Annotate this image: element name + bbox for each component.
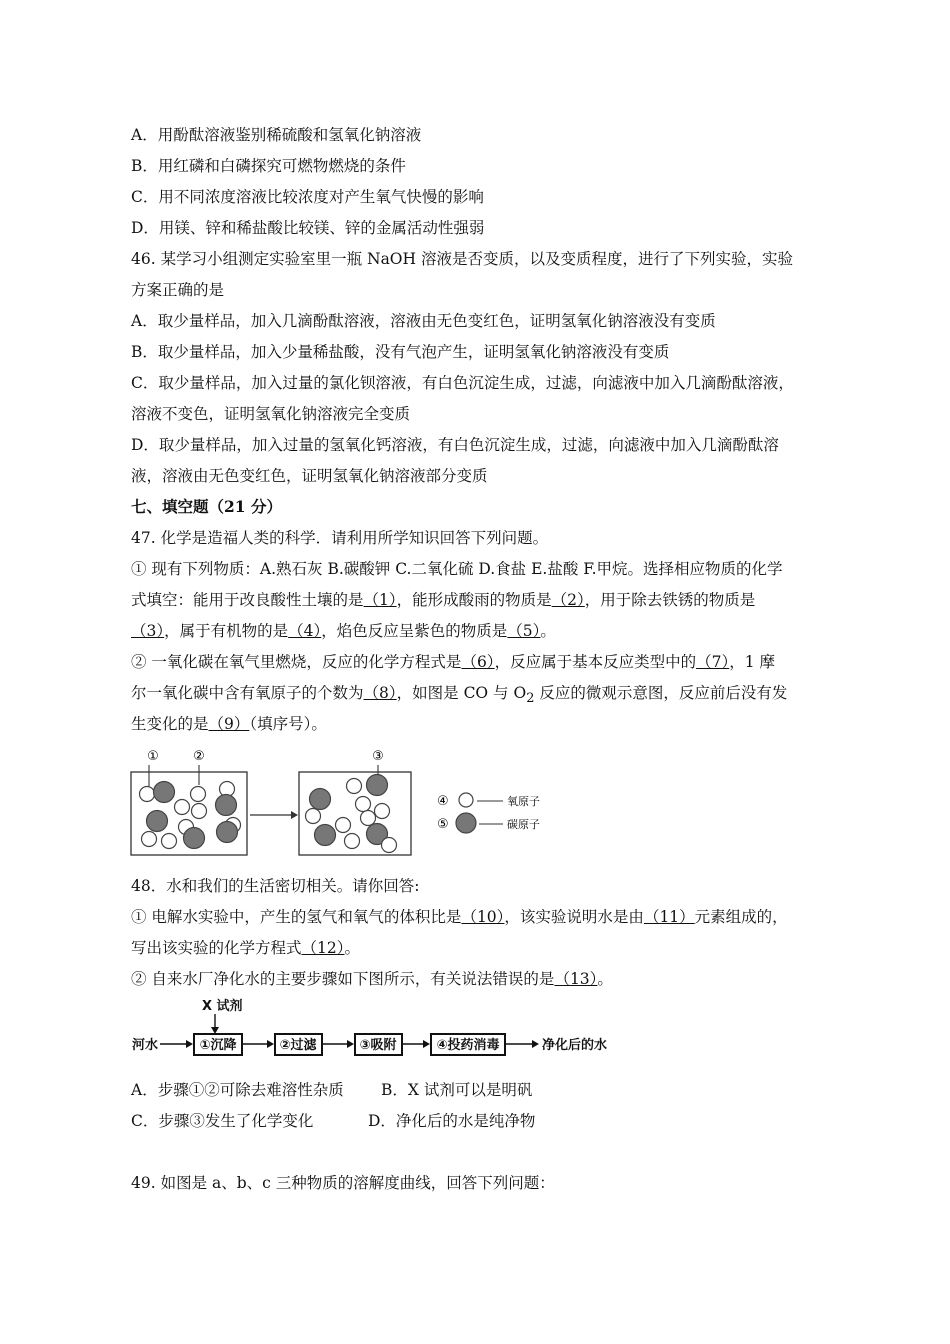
- question-47-part1-line3: （3），属于有机物的是（4），焰色反应呈紫色的物质是（5）。: [131, 622, 556, 640]
- blank-9[interactable]: （9）: [208, 715, 250, 733]
- legend-carbon: 碳原子: [507, 818, 540, 831]
- question-48-option-c: C．步骤③发生了化学变化: [131, 1112, 314, 1130]
- option-c: C．用不同浓度溶液比较浓度对产生氧气快慢的影响: [131, 188, 484, 206]
- question-48-part2: ② 自来水厂净化水的主要步骤如下图所示，有关说法错误的是（13）。: [131, 970, 613, 988]
- step-1: ①沉降: [199, 1038, 237, 1053]
- blank-1[interactable]: （1）: [363, 591, 397, 609]
- carbon-atom-icon: [456, 813, 476, 833]
- question-46-stem-cont: 方案正确的是: [131, 281, 225, 299]
- blank-7[interactable]: （7）: [696, 653, 730, 671]
- question-46-option-c: C．取少量样品，加入过量的氯化钡溶液，有白色沉淀生成，过滤，向滤液中加入几滴酚酞溶液，: [131, 374, 794, 392]
- flow-start: 河水: [132, 1038, 159, 1053]
- purification-flow-diagram: [128, 996, 618, 1068]
- blank-3[interactable]: （3）: [131, 622, 165, 640]
- option-a: A．用酚酞溶液鉴别稀硫酸和氢氧化钠溶液: [131, 126, 422, 144]
- question-48-option-b: B．X 试剂可以是明矾: [381, 1081, 533, 1099]
- blank-5[interactable]: （5）: [507, 622, 541, 640]
- question-49-stem: 49. 如图是 a、b、c 三种物质的溶解度曲线，回答下列问题：: [131, 1174, 555, 1192]
- question-47-stem: 47. 化学是造福人类的科学．请利用所学知识回答下列问题。: [131, 529, 549, 547]
- blank-8[interactable]: （8）: [363, 684, 397, 702]
- reaction-micro-diagram: [125, 745, 555, 860]
- question-47-part1: ① 现有下列物质：A.熟石灰 B.碳酸钾 C.二氧化硫 D.食盐 E.盐酸 F.甲烷。选择相应物质的化学: [131, 560, 783, 578]
- question-46-stem: 46. 某学习小组测定实验室里一瓶 NaOH 溶液是否变质，以及变质程度，进行了下列实验，实验: [131, 250, 793, 268]
- blank-10[interactable]: （10）: [461, 908, 505, 926]
- step-4: ④投药消毒: [436, 1038, 500, 1053]
- question-46-option-d-cont: 液，溶液由无色变红色，证明氢氧化钠溶液部分变质: [131, 467, 488, 485]
- blank-12[interactable]: （12）: [301, 939, 345, 957]
- question-47-part2-line2: 尔一氧化碳中含有氧原子的个数为（8），如图是 CO 与 $O_2$ 反应的微观示意图，反应前后没有发: [131, 684, 788, 707]
- question-46-option-d: D．取少量样品，加入过量的氢氧化钙溶液，有白色沉淀生成，过滤，向滤液中加入几滴酚酞溶: [131, 436, 779, 454]
- step-3: ③吸附: [359, 1038, 397, 1053]
- blank-2[interactable]: （2）: [551, 591, 585, 609]
- option-b: B．用红磷和白磷探究可燃物燃烧的条件: [131, 157, 406, 175]
- option-d: D．用镁、锌和稀盐酸比较镁、锌的金属活动性强弱: [131, 219, 485, 237]
- label-5: ⑤: [437, 817, 449, 832]
- oxygen-atom-icon: [459, 793, 473, 807]
- blank-11[interactable]: （11）: [643, 908, 695, 926]
- reagent-label: X 试剂: [202, 999, 243, 1014]
- question-48-stem: 48．水和我们的生活密切相关。请你回答:: [131, 877, 420, 895]
- label-3: ③: [372, 749, 384, 764]
- question-48-part1: ① 电解水实验中，产生的氢气和氧气的体积比是（10），该实验说明水是由（11）元素组成的，: [131, 908, 788, 926]
- blank-13[interactable]: （13）: [554, 970, 598, 988]
- flow-end: 净化后的水: [542, 1038, 608, 1053]
- question-46-option-c-cont: 溶液不变色，证明氢氧化钠溶液完全变质: [131, 405, 411, 423]
- label-2: ②: [193, 749, 205, 764]
- question-46-option-b: B．取少量样品，加入少量稀盐酸，没有气泡产生，证明氢氧化钠溶液没有变质: [131, 343, 670, 361]
- question-46-option-a: A．取少量样品，加入几滴酚酞溶液，溶液由无色变红色，证明氢氧化钠溶液没有变质: [131, 312, 716, 330]
- question-48-part1-line2: 写出该实验的化学方程式（12）。: [131, 939, 361, 957]
- step-2: ②过滤: [279, 1038, 317, 1053]
- legend-oxygen: 氧原子: [507, 795, 540, 808]
- section-heading: 七、填空题（21 分）: [131, 497, 282, 516]
- question-48-option-d: D．净化后的水是纯净物: [368, 1112, 536, 1130]
- blank-6[interactable]: （6）: [461, 653, 495, 671]
- question-47-part2: ② 一氧化碳在氧气里燃烧，反应的化学方程式是（6），反应属于基本反应类型中的（7），1 摩: [131, 653, 775, 671]
- label-1: ①: [147, 749, 159, 764]
- question-47-part2-line3: 生变化的是（9）（填序号）。: [131, 715, 327, 733]
- label-4: ④: [437, 794, 449, 809]
- question-47-part1-line2: 式填空：能用于改良酸性土壤的是（1），能形成酸雨的物质是（2），用于除去铁锈的物质是: [131, 591, 756, 609]
- blank-4[interactable]: （4）: [288, 622, 322, 640]
- question-48-option-a: A．步骤①②可除去难溶性杂质: [131, 1081, 344, 1099]
